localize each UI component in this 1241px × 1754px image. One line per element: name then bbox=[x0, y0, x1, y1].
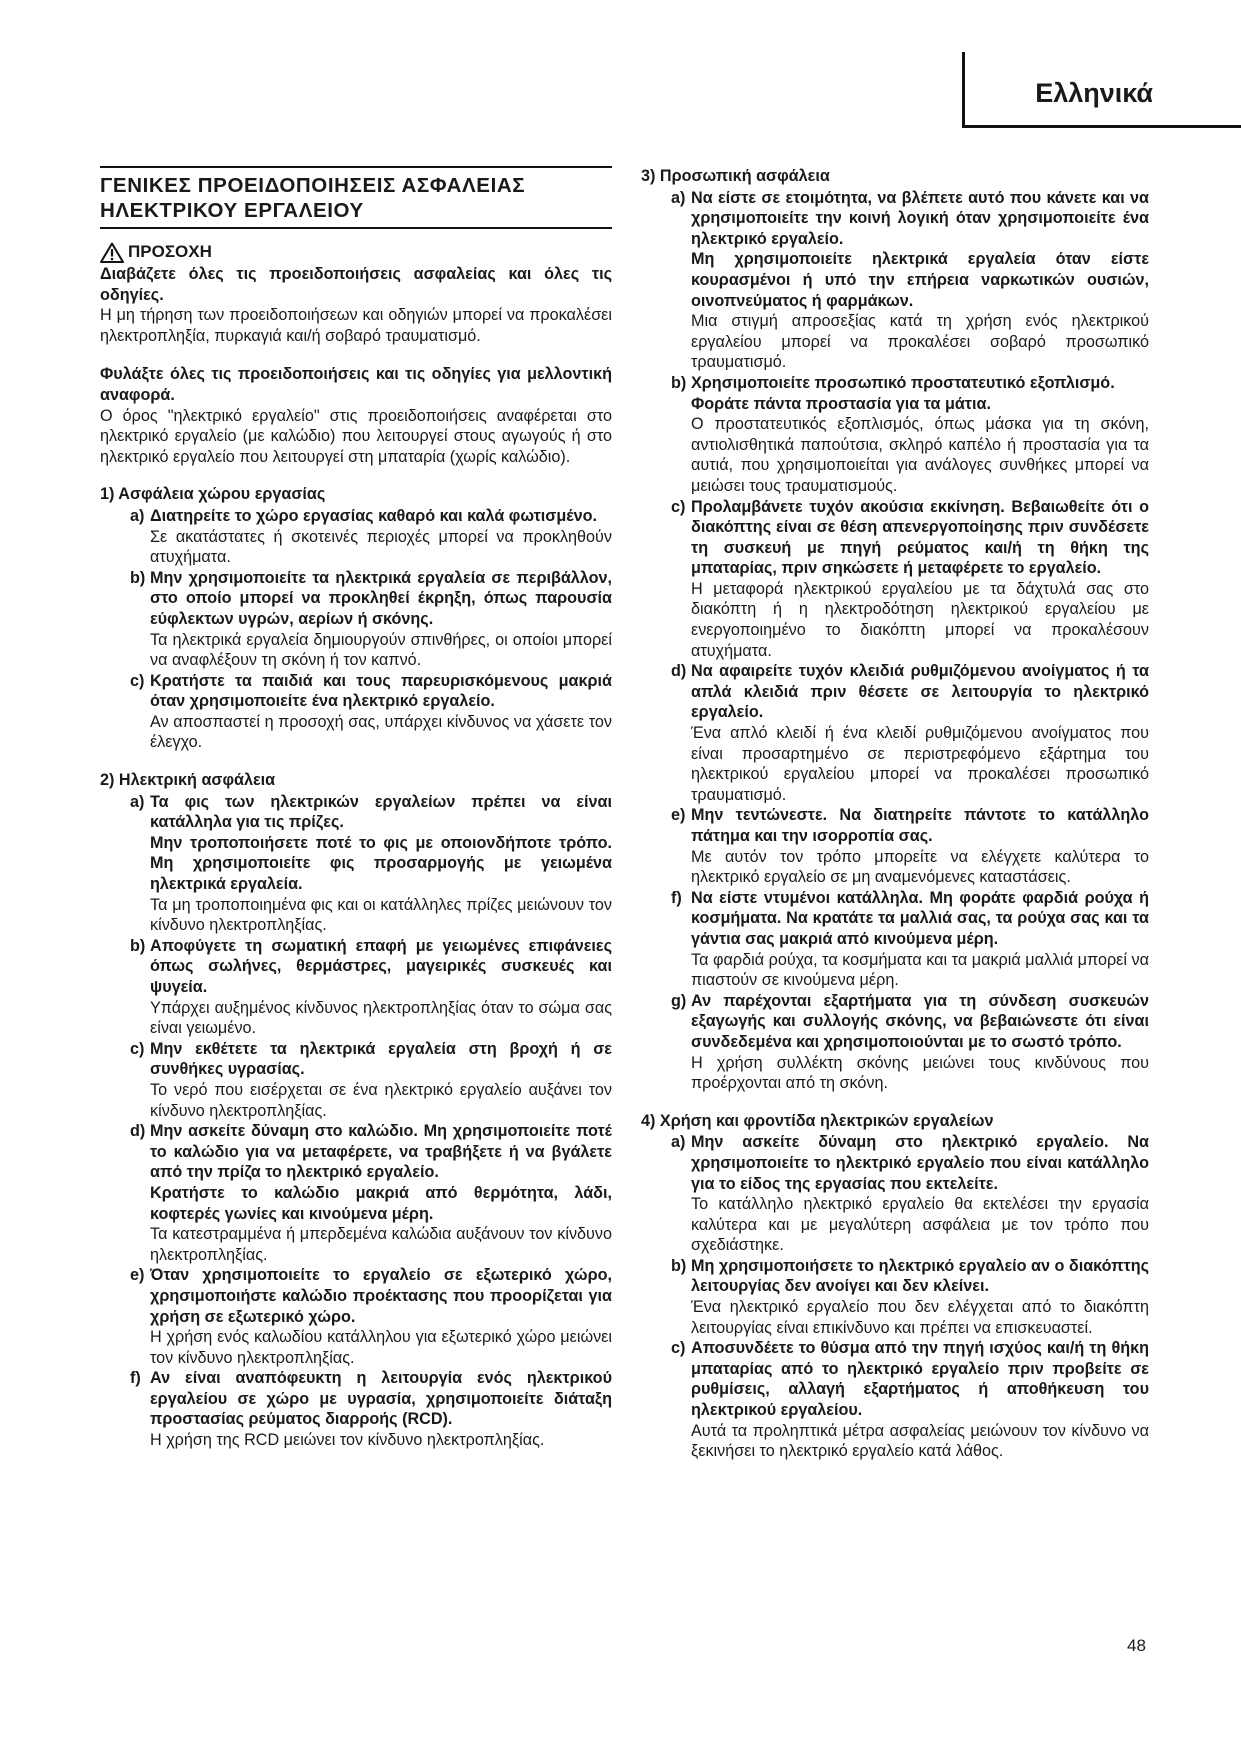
list-item bbox=[100, 568, 612, 671]
list-item bbox=[641, 1338, 1149, 1462]
section-title: 4) Χρήση και φροντίδα ηλεκτρικών εργαλείων bbox=[641, 1111, 994, 1130]
item-bold-2: Κρατήστε το καλώδιο μακριά από θερμότητα, λάδι, κοφτερές γωνίες και κινούμενα μέρη. bbox=[150, 1183, 612, 1223]
item-label: f) bbox=[671, 888, 682, 907]
item-bold: Τα φις των ηλεκτρικών εργαλείων πρέπει να είναι κατάλληλα για τις πρίζες. bbox=[150, 792, 612, 832]
item-text: Αυτά τα προληπτικά μέτρα ασφαλείας μειώνουν τον κίνδυνο να ξεκινήσει το ηλεκτρικό εργαλείο κατά λάθος. bbox=[691, 1421, 1149, 1461]
item-text: Η χρήση συλλέκτη σκόνης μειώνει τους κινδύνους που προέρχονται από τη σκόνη. bbox=[691, 1053, 1149, 1093]
item-label: c) bbox=[130, 1039, 145, 1058]
item-bold: Μην τεντώνεστε. Να διατηρείτε πάντοτε το κατάλληλο πάτημα και την ισορροπία σας. bbox=[691, 806, 1149, 845]
item-text: Το νερό που εισέρχεται σε ένα ηλεκτρικό εργαλείο αυξάνει τον κίνδυνο ηλεκτροπληξίας. bbox=[150, 1080, 612, 1120]
list-item bbox=[100, 671, 612, 753]
item-text: Η χρήση ενός καλωδίου κατάλληλου για εξωτερικό χώρο μειώνει τον κίνδυνο ηλεκτροπληξίας. bbox=[150, 1328, 612, 1367]
item-label: a) bbox=[130, 506, 145, 525]
list-item bbox=[641, 1132, 1149, 1256]
item-bold-2: Μην τροποποιήσετε ποτέ το φις με οποιονδήποτε τρόπο. Μη χρησιμοποιείτε φις προσαρμογής με γειωμένα ηλεκτρικά εργαλεία. bbox=[150, 833, 612, 894]
item-text: Ένα απλό κλειδί ή ένα κλειδί ρυθμιζόμενου ανοίγματος που είναι προσαρτημένο σε περιστρεφόμενο εξάρτημα του ηλεκτρικού εργαλείου μπορεί να προκαλέσει προσωπικό τραυματισμό. bbox=[691, 724, 1149, 804]
item-bold: Να είστε σε ετοιμότητα, να βλέπετε αυτό που κάνετε και να χρησιμοποιείτε την κοινή λογική όταν χρησιμοποιείτε ένα ηλεκτρικό εργαλείο. bbox=[691, 188, 1149, 248]
item-text: Ο προστατευτικός εξοπλισμός, όπως μάσκα για τη σκόνη, αντιολισθητικά παπούτσια, σκληρό καπέλο ή προστασία για τα αυτιά, που χρησιμοποιείται για ανάλογες συνθήκες μπορεί να μειώσει τους τραυματισμούς. bbox=[691, 415, 1149, 495]
warning-title: ΠΡΟΣΟΧΗ bbox=[128, 242, 212, 262]
item-label: a) bbox=[130, 792, 145, 811]
item-label: c) bbox=[671, 497, 686, 516]
item-label: d) bbox=[671, 662, 687, 681]
item-bold: Κρατήστε τα παιδιά και τους παρευρισκόμενους μακριά όταν χρησιμοποιείτε ένα ηλεκτρικό εργαλείο. bbox=[150, 671, 612, 711]
list-item bbox=[100, 1368, 612, 1450]
item-text: Τα κατεστραμμένα ή μπερδεμένα καλώδια αυξάνουν τον κίνδυνο ηλεκτροπληξίας. bbox=[150, 1225, 612, 1264]
language-label: Ελληνικά bbox=[1035, 78, 1153, 108]
item-bold: Μην εκθέτετε τα ηλεκτρικά εργαλεία στη βροχή ή σε συνθήκες υγρασίας. bbox=[150, 1039, 612, 1079]
warning-triangle-icon bbox=[100, 242, 124, 263]
list-item bbox=[100, 936, 612, 1039]
item-text: Τα ηλεκτρικά εργαλεία δημιουργούν σπινθήρες, οι οποίοι μπορεί να αναφλέξουν τη σκόνη ή τον καπνό. bbox=[150, 630, 612, 670]
list-item bbox=[641, 188, 1149, 373]
item-text: Ένα ηλεκτρικό εργαλείο που δεν ελέγχεται από το διακόπτη λειτουργίας είναι επικίνδυνο και πρέπει να επισκευαστεί. bbox=[691, 1298, 1149, 1337]
list-item bbox=[641, 888, 1149, 991]
right-column bbox=[641, 166, 1149, 1462]
section-title: 3) Προσωπική ασφάλεια bbox=[641, 167, 830, 185]
item-text: Υπάρχει αυξημένος κίνδυνος ηλεκτροπληξίας όταν το σώμα σας είναι γειωμένο. bbox=[150, 998, 612, 1038]
item-label: c) bbox=[130, 671, 145, 690]
item-label: b) bbox=[671, 373, 687, 392]
item-label: e) bbox=[130, 1266, 145, 1285]
item-bold: Μην χρησιμοποιείτε τα ηλεκτρικά εργαλεία σε περιβάλλον, στο οποίο μπορεί να προκληθεί έκρηξη, όπως παρουσία εύφλεκτων υγρών, αερίων ή σκόνης. bbox=[150, 568, 612, 628]
item-label: d) bbox=[130, 1122, 146, 1141]
item-bold: Αποφύγετε τη σωματική επαφή με γειωμένες επιφάνειες όπως σωλήνες, θερμάστρες, μαγειρικές συσκευές και ψυγεία. bbox=[150, 936, 612, 996]
item-bold: Αν είναι αναπόφευκτη η λειτουργία ενός ηλεκτρικού εργαλείου σε χώρο με υγρασία, χρησιμοποιείτε διάταξη προστασίας ρεύματος διαρροής (RCD). bbox=[150, 1369, 612, 1429]
list-item bbox=[641, 805, 1149, 887]
item-label: c) bbox=[671, 1339, 686, 1358]
page-number: 48 bbox=[1127, 1636, 1146, 1655]
item-bold: Διατηρείτε το χώρο εργασίας καθαρό και καλά φωτισμένο. bbox=[150, 506, 597, 525]
language-header-box bbox=[962, 52, 1241, 128]
item-text: Η μεταφορά ηλεκτρικού εργαλείου με τα δάχτυλά σας στο διακόπτη ή η ηλεκτροδότηση ηλεκτρικού εργαλείου με ενεργοποιημένο το διακόπτη μπορεί να προκαλέσουν ατυχήματα. bbox=[691, 579, 1149, 660]
item-bold: Μην ασκείτε δύναμη στο ηλεκτρικό εργαλείο. Να χρησιμοποιείτε το ηλεκτρικό εργαλείο που είναι κατάλληλο για το είδος της εργασίας που εκτελείτε. bbox=[691, 1133, 1149, 1193]
keep-instructions-bold: Φυλάξτε όλες τις προειδοποιήσεις και τις οδηγίες για μελλοντική αναφορά. bbox=[100, 365, 612, 404]
item-label: a) bbox=[671, 188, 686, 207]
item-text: Μια στιγμή απροσεξίας κατά τη χρήση ενός ηλεκτρικού εργαλείου μπορεί να προκαλέσει σοβαρό προσωπικό τραυματισμό. bbox=[691, 312, 1149, 372]
list-item bbox=[641, 373, 1149, 497]
item-bold: Χρησιμοποιείτε προσωπικό προστατευτικό εξοπλισμό. bbox=[691, 373, 1115, 392]
item-bold-2: Μη χρησιμοποιείτε ηλεκτρικά εργαλεία όταν είστε κουρασμένοι ή υπό την επήρεια ναρκωτικών ουσιών, οινοπνεύματος ή φαρμάκων. bbox=[691, 250, 1149, 310]
item-bold: Μη χρησιμοποιήσετε το ηλεκτρικό εργαλείο αν ο διακόπτης λειτουργίας δεν ανοίγει και δεν κλείνει. bbox=[691, 1256, 1149, 1296]
list-item bbox=[100, 506, 612, 568]
item-text: Τα φαρδιά ρούχα, τα κοσμήματα και τα μακριά μαλλιά μπορεί να πιαστούν σε κινούμενα μέρη. bbox=[691, 950, 1149, 990]
warning-text: Η μη τήρηση των προειδοποιήσεων και οδηγιών μπορεί να προκαλέσει ηλεκτροπληξία, πυρκαγιά και/ή σοβαρό τραυματισμό. bbox=[100, 306, 612, 345]
item-text: Με αυτόν τον τρόπο μπορείτε να ελέγχετε καλύτερα το ηλεκτρικό εργαλείο σε μη αναμενόμενες καταστάσεις. bbox=[691, 847, 1149, 887]
item-label: b) bbox=[130, 568, 146, 587]
list-item bbox=[641, 497, 1149, 662]
item-label: f) bbox=[130, 1369, 141, 1388]
section-title: 1) Ασφάλεια χώρου εργασίας bbox=[100, 485, 326, 504]
warning-bold-text: Διαβάζετε όλες τις προειδοποιήσεις ασφαλείας και όλες τις οδηγίες. bbox=[100, 265, 612, 304]
warning-heading bbox=[100, 242, 612, 263]
list-item bbox=[641, 991, 1149, 1094]
list-item bbox=[641, 1256, 1149, 1338]
item-text: Σε ακατάστατες ή σκοτεινές περιοχές μπορεί να προκληθούν ατυχήματα. bbox=[150, 527, 612, 567]
list-item bbox=[100, 1039, 612, 1121]
list-item bbox=[100, 1265, 612, 1368]
page-title: ΓΕΝΙΚΕΣ ΠΡΟΕΙΔΟΠΟΙΗΣΕΙΣ ΑΣΦΑΛΕΙΑΣ ΗΛΕΚΤΡΙΚΟΥ ΕΡΓΑΛΕΙΟΥ bbox=[100, 166, 612, 229]
item-bold: Προλαμβάνετε τυχόν ακούσια εκκίνηση. Βεβαιωθείτε ότι ο διακόπτης είναι σε θέση απενεργοποίησης πριν συνδέσετε τη συσκευή με πηγή ρεύματος και/ή τη θήκη της μπαταρίας, πριν σηκώσετε ή μεταφέρετε το εργαλείο. bbox=[691, 497, 1149, 578]
list-item bbox=[641, 661, 1149, 805]
item-text: Το κατάλληλο ηλεκτρικό εργαλείο θα εκτελέσει την εργασία καλύτερα και με μεγαλύτερη ασφάλεια με τον τρόπο που σχεδιάστηκε. bbox=[691, 1195, 1149, 1255]
item-bold: Να είστε ντυμένοι κατάλληλα. Μη φοράτε φαρδιά ρούχα ή κοσμήματα. Να κρατάτε τα μαλλιά σας, τα ρούχα σας και τα γάντια σας μακριά από κινούμενα μέρη. bbox=[691, 888, 1149, 948]
item-text: Τα μη τροποποιημένα φις και οι κατάλληλες πρίζες μειώνουν τον κίνδυνο ηλεκτροπληξίας. bbox=[150, 895, 612, 935]
item-label: e) bbox=[671, 806, 686, 825]
keep-instructions-text: Ο όρος "ηλεκτρικό εργαλείο" στις προειδοποιήσεις αναφέρεται στο ηλεκτρικό εργαλείο (με καλώδιο) που λειτουργεί στους αγωγούς ή στο ηλεκτρικό εργαλείο που λειτουργεί στη μπαταρία (χωρίς καλώδιο). bbox=[100, 406, 612, 466]
section-title: 2) Ηλεκτρική ασφάλεια bbox=[100, 771, 276, 790]
item-label: b) bbox=[130, 936, 146, 955]
list-item bbox=[100, 792, 612, 936]
item-bold: Αν παρέχονται εξαρτήματα για τη σύνδεση συσκευών εξαγωγής και συλλογής σκόνης, να βεβαιώνεστε ότι είναι συνδεδεμένα και χρησιμοποιούνται με το σωστό τρόπο. bbox=[691, 991, 1149, 1051]
item-bold: Αποσυνδέετε το θύσμα από την πηγή ισχύος και/ή τη θήκη μπαταρίας από το ηλεκτρικό εργαλείο πριν προβείτε σε ρυθμίσεις, αλλαγή εξαρτήματος ή αποθήκευση του ηλεκτρικού εργαλείου. bbox=[691, 1339, 1149, 1420]
item-bold-2: Φοράτε πάντα προστασία για τα μάτια. bbox=[691, 394, 991, 413]
item-label: g) bbox=[671, 991, 687, 1010]
item-bold: Όταν χρησιμοποιείτε το εργαλείο σε εξωτερικό χώρο, χρησιμοποιήστε καλώδιο προέκτασης που προορίζεται για χρήση σε εξωτερικό χώρο. bbox=[150, 1266, 612, 1326]
item-label: a) bbox=[671, 1133, 686, 1152]
item-label: b) bbox=[671, 1256, 687, 1275]
item-bold: Να αφαιρείτε τυχόν κλειδιά ρυθμιζόμενου ανοίγματος ή τα απλά κλειδιά πριν θέσετε σε λειτουργία το ηλεκτρικό εργαλείο. bbox=[691, 662, 1149, 722]
item-bold: Μην ασκείτε δύναμη στο καλώδιο. Μη χρησιμοποιείτε ποτέ το καλώδιο για να μεταφέρετε, να τραβήξετε ή να βγάλετε από την πρίζα το ηλεκτρικό εργαλείο. bbox=[150, 1122, 612, 1182]
item-text: Αν αποσπαστεί η προσοχή σας, υπάρχει κίνδυνος να χάσετε τον έλεγχο. bbox=[150, 712, 612, 752]
list-item bbox=[100, 1121, 612, 1265]
left-column bbox=[100, 166, 612, 1451]
item-text: Η χρήση της RCD μειώνει τον κίνδυνο ηλεκτροπληξίας. bbox=[150, 1431, 545, 1450]
